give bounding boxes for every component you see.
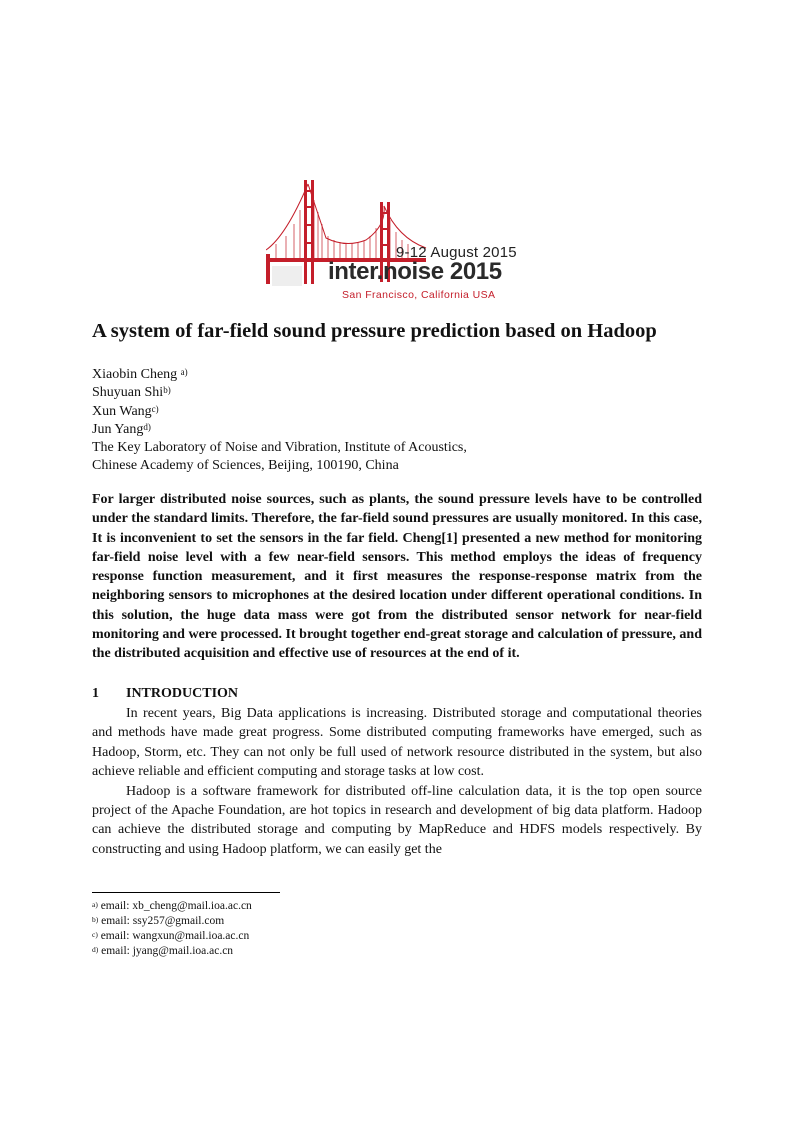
footnote-divider: [92, 892, 280, 893]
conference-date: 9-12 August 2015: [396, 244, 517, 261]
author-line: [92, 421, 467, 439]
author-name: Shuyuan Shi: [92, 385, 164, 401]
author-mark: a): [180, 367, 188, 377]
author-mark: d): [143, 421, 151, 432]
footnote-mark: a): [92, 900, 98, 909]
section-number: 1: [92, 686, 99, 701]
author-name: Jun Yang: [92, 421, 144, 437]
conference-location: San Francisco, California USA: [342, 289, 496, 301]
paper-title: A system of far-field sound pressure prediction based on Hadoop: [92, 320, 657, 342]
affiliation-line: Chinese Academy of Sciences, Beijing, 100190, China: [92, 458, 399, 474]
affiliation-line: The Key Laboratory of Noise and Vibration, Institute of Acoustics,: [92, 440, 467, 456]
body-text: [92, 704, 702, 859]
author-name: Xiaobin Cheng: [92, 367, 181, 382]
footnote-text: email: wangxun@mail.ioa.ac.cn: [97, 930, 250, 942]
footnote-mark: b): [92, 915, 99, 924]
footnote-text: email: ssy257@gmail.com: [98, 915, 225, 927]
footnotes: [92, 899, 252, 959]
footnote: [92, 944, 252, 959]
author-mark: b): [163, 385, 171, 396]
footnote: [92, 914, 252, 929]
section-title: INTRODUCTION: [126, 686, 239, 701]
paragraph: Hadoop is a software framework for distributed off-line calculation data, it is the top open source project of the Apache Foundation, are hot topics in research and development of big data platform. Hadoop can achieve the distributed storage and computing by MapReduce and HDFS models respectively. By constructing and using Hadoop platform, we can easily get the: [92, 783, 702, 857]
footnote-text: email: jyang@mail.ioa.ac.cn: [98, 945, 234, 957]
author-line: [92, 403, 467, 421]
footnote-text: email: xb_cheng@mail.ioa.ac.cn: [97, 900, 252, 912]
author-name: Xun Wang: [92, 403, 152, 419]
author-line: [92, 366, 467, 384]
author-block: [92, 366, 467, 476]
abstract: For larger distributed noise sources, such as plants, the sound pressure levels have to be controlled under the standard limits. Therefore, the far-field sound pressures are usually monitored. In this case, It is inconvenient to set the sensors in the far field. Cheng[1] presented a new method for monitoring far-field noise level with a few near-field sensors. This method employs the ideas of frequency response function measurement, and it first measures the response-response matrix from the neighboring sensors to microphones at the desired location under different operational conditions. In this solution, the huge data mass were got from the distributed sensor network for near-field monitoring and were processed. It brought together end-great storage and calculation of pressure, and the distributed acquisition and effective use of resources at the end of it.: [92, 492, 702, 662]
footnote: [92, 929, 252, 944]
footnote-mark: d): [92, 945, 99, 954]
conference-logo: [266, 176, 530, 304]
section-heading: [92, 686, 238, 702]
author-mark: c): [151, 403, 159, 414]
paragraph: In recent years, Big Data applications is increasing. Distributed storage and computational theories and methods have made great progress. Some distributed computing frameworks have emerged, such as Hadoop, Storm, etc. They can not only be full used of network resource distributed in the system, but also achieve reliable and efficient computing and storage tasks at low cost.: [92, 706, 702, 780]
footnote-mark: c): [92, 930, 98, 939]
author-line: [92, 384, 467, 402]
footnote: [92, 899, 252, 914]
conference-name: inter.noise 2015: [328, 258, 502, 285]
